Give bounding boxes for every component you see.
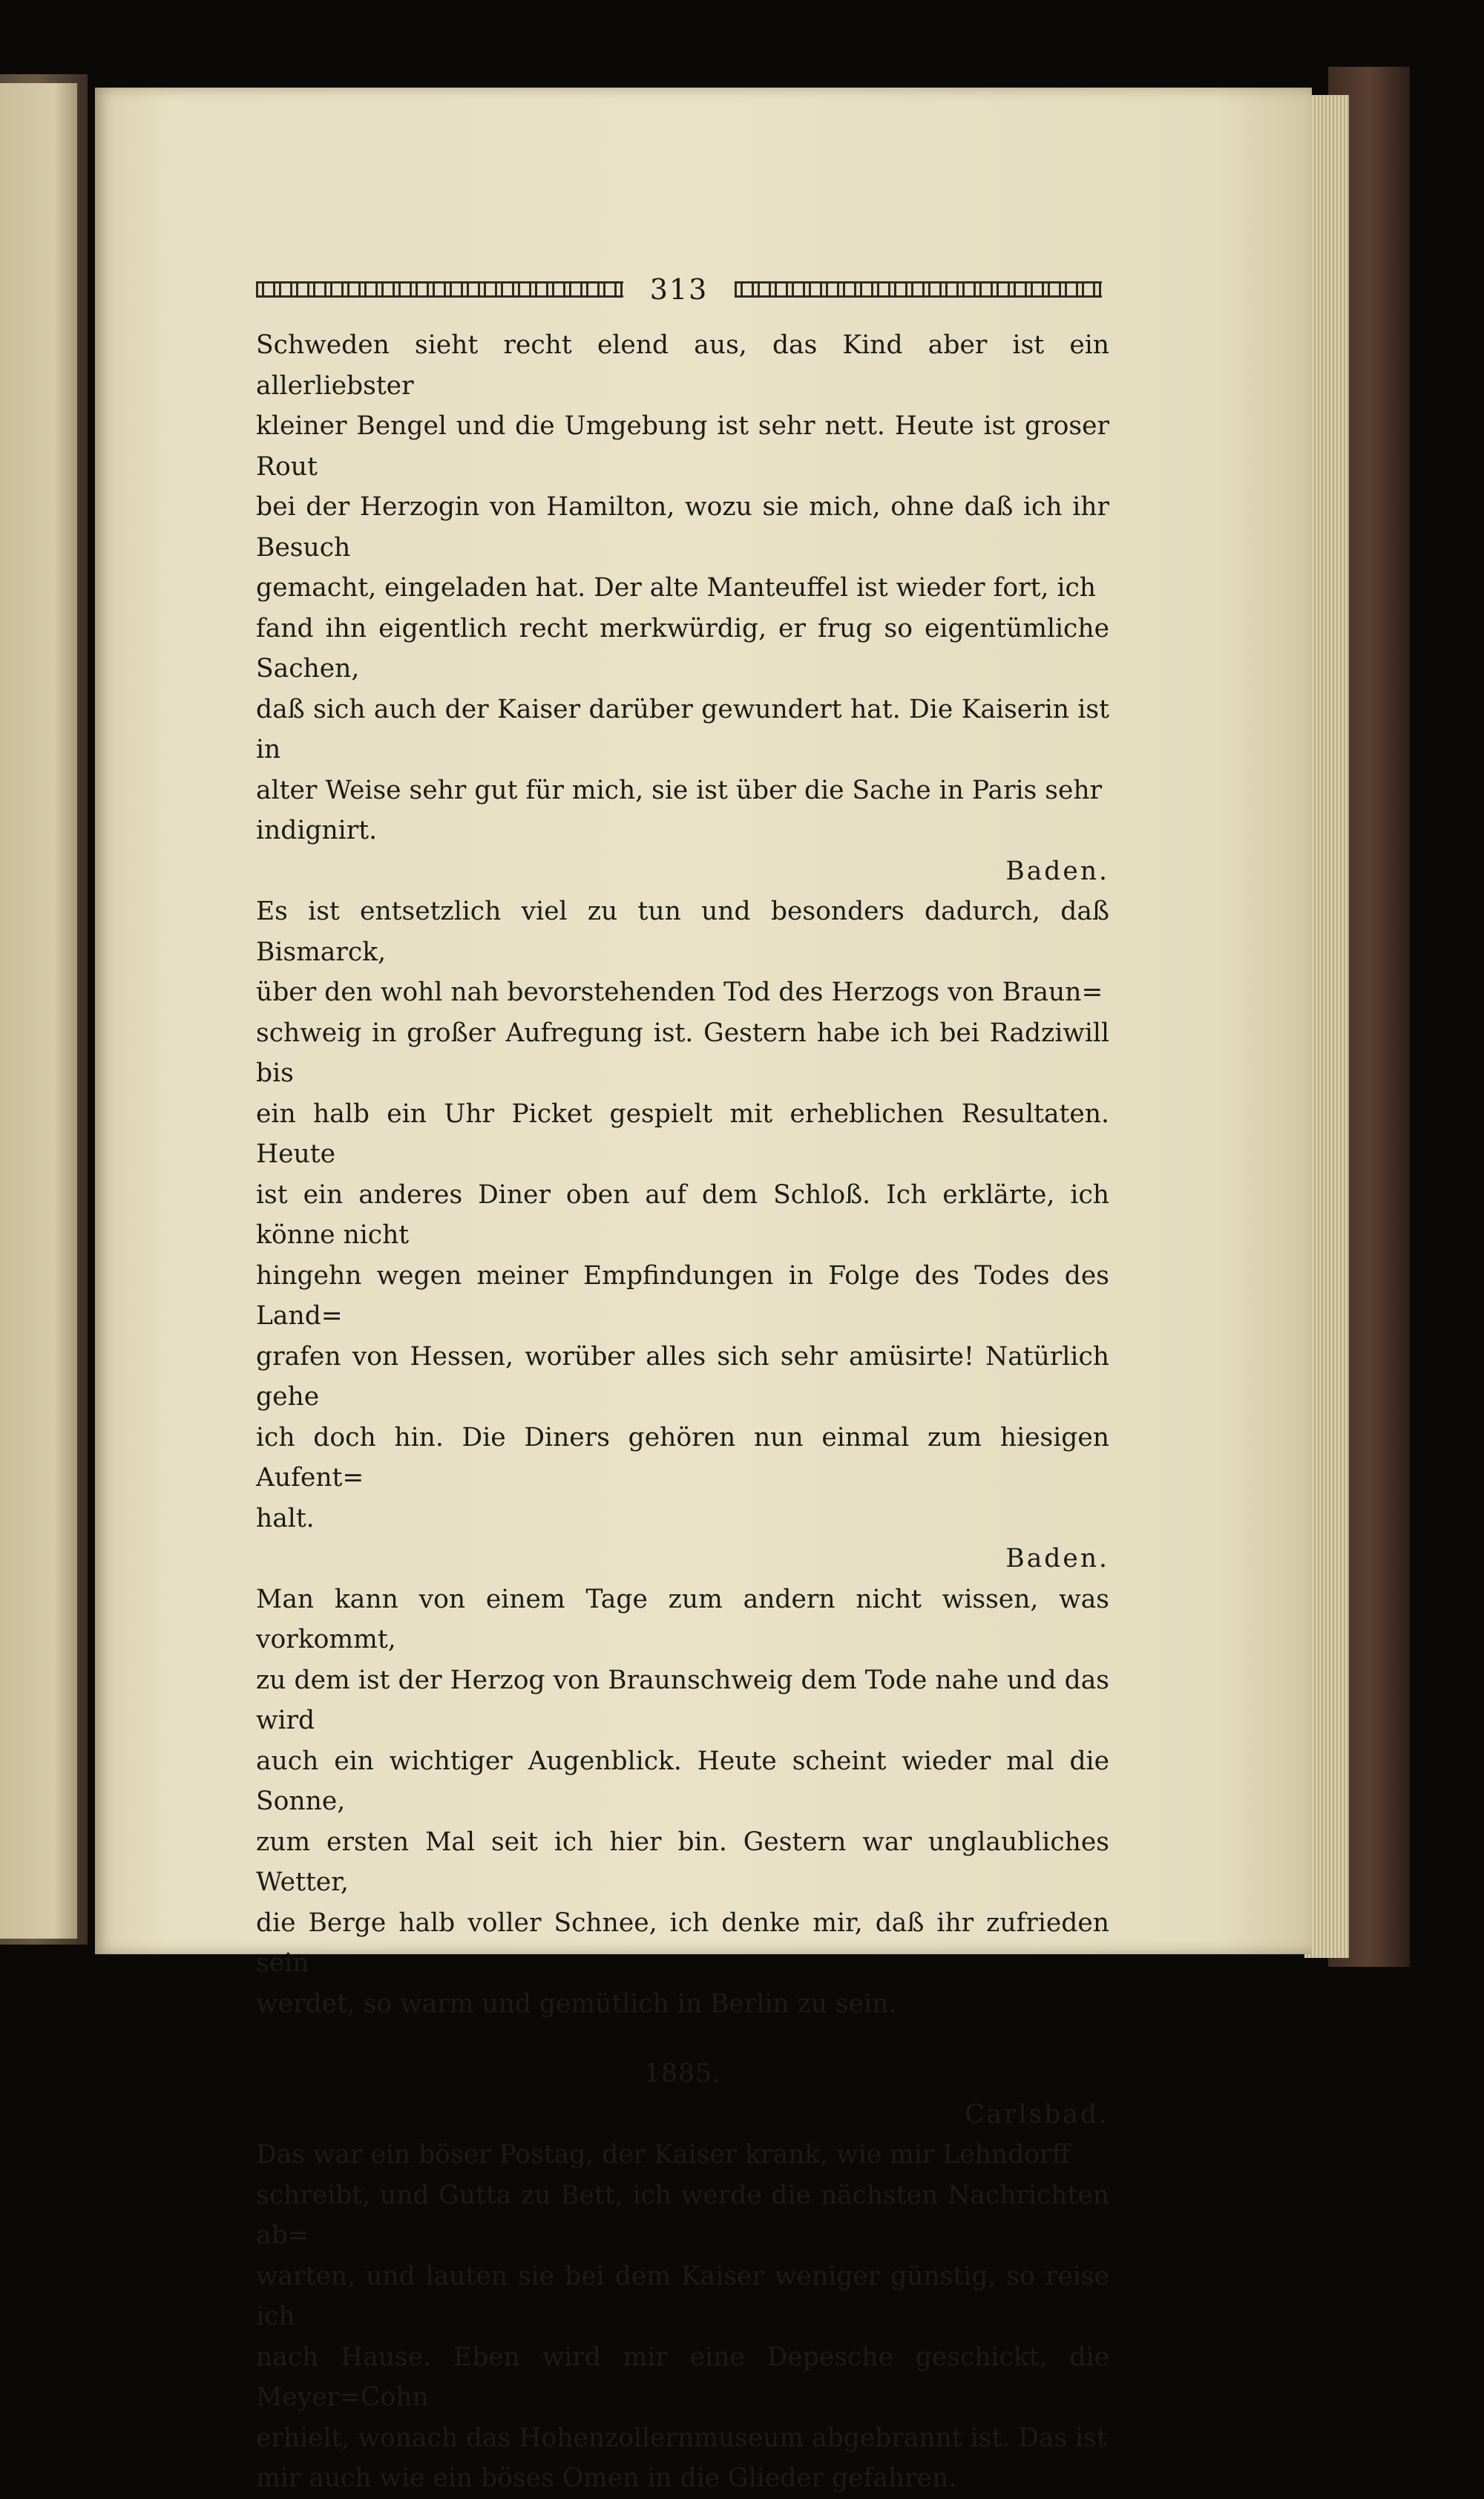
- text-line: Das war ein böser Postag, der Kaiser krank, wie mir Lehndorff: [256, 2140, 1070, 2169]
- year-heading: 1885.: [644, 2059, 721, 2089]
- header-ornament-left: [256, 281, 623, 298]
- text-line: ist ein anderes Diner oben auf dem Schloß. Ich erklärte, ich könne nicht: [256, 1179, 1109, 1250]
- place-heading: Baden.: [1005, 856, 1109, 886]
- paragraph-4: [256, 2135, 1109, 2499]
- page-header: [256, 275, 1102, 304]
- text-line: warten, und lauten sie bei dem Kaiser weniger günstig, so reise ich: [256, 2261, 1109, 2331]
- paragraph-2: [256, 891, 1109, 1539]
- text-line: die Berge halb voller Schnee, ich denke mir, daß ihr zufrieden sein: [256, 1907, 1109, 1978]
- text-line: hingehn wegen meiner Empfindungen in Folge des Todes des Land=: [256, 1260, 1109, 1331]
- text-line: grafen von Hessen, worüber alles sich sehr amüsirte! Natürlich gehe: [256, 1341, 1109, 1412]
- page-body: [256, 325, 1109, 2499]
- text-line: kleiner Bengel und die Umgebung ist sehr nett. Heute ist groser Rout: [256, 411, 1109, 482]
- text-line: Es ist entsetzlich viel zu tun und besonders dadurch, daß Bismarck,: [256, 897, 1109, 967]
- text-line: Man kann von einem Tage zum andern nicht wissen, was vorkommt,: [256, 1584, 1109, 1654]
- left-page-paper: [0, 83, 77, 1939]
- text-line: nach Hause. Eben wird mir eine Depesche geschickt, die Meyer=Cohn: [256, 2342, 1109, 2412]
- text-line: bei der Herzogin von Hamilton, wozu sie mich, ohne daß ich ihr Besuch: [256, 492, 1109, 563]
- text-line: gemacht, eingeladen hat. Der alte Manteuffel ist wieder fort, ich: [256, 573, 1097, 603]
- text-line: alter Weise sehr gut für mich, sie ist über die Sache in Paris sehr: [256, 775, 1103, 805]
- text-line: indignirt.: [256, 816, 378, 845]
- text-line: mir auch wie ein böses Omen in die Glieder gefahren.: [256, 2463, 957, 2493]
- text-line: Schweden sieht recht elend aus, das Kind aber ist ein allerliebster: [256, 330, 1109, 401]
- header-ornament-right: [735, 281, 1102, 298]
- text-line: schweig in großer Aufregung ist. Gestern habe ich bei Radziwill bis: [256, 1018, 1109, 1088]
- text-line: halt.: [256, 1503, 315, 1533]
- text-line: ich doch hin. Die Diners gehören nun einmal zum hiesigen Aufent=: [256, 1422, 1109, 1493]
- text-line: fand ihn eigentlich recht merkwürdig, er frug so eigentümliche Sachen,: [256, 613, 1109, 684]
- text-line: auch ein wichtiger Augenblick. Heute scheint wieder mal die Sonne,: [256, 1746, 1109, 1816]
- text-line: erhielt, wonach das Hohenzollernmuseum abgebrannt ist. Das ist: [256, 2423, 1107, 2453]
- text-line: ein halb ein Uhr Picket gespielt mit erheblichen Resultaten. Heute: [256, 1098, 1109, 1169]
- place-heading: Baden.: [1005, 1544, 1109, 1573]
- text-line: schreibt, und Gutta zu Bett, ich werde die nächsten Nachrichten ab=: [256, 2180, 1109, 2250]
- text-line: zu dem ist der Herzog von Braunschweig dem Tode nahe und das wird: [256, 1665, 1109, 1735]
- paragraph-3: [256, 1579, 1109, 2025]
- text-line: werdet, so warm und gemütlich in Berlin zu sein.: [256, 1988, 897, 2019]
- text-line: zum ersten Mal seit ich hier bin. Gestern war unglaubliches Wetter,: [256, 1827, 1109, 1897]
- paragraph-1: [256, 325, 1109, 851]
- text-line: über den wohl nah bevorstehenden Tod des Herzogs von Braun=: [256, 977, 1103, 1007]
- page-number: 313: [649, 273, 709, 306]
- text-line: daß sich auch der Kaiser darüber gewundert hat. Die Kaiserin ist in: [256, 694, 1109, 764]
- place-heading: Carlsbad.: [965, 2099, 1109, 2129]
